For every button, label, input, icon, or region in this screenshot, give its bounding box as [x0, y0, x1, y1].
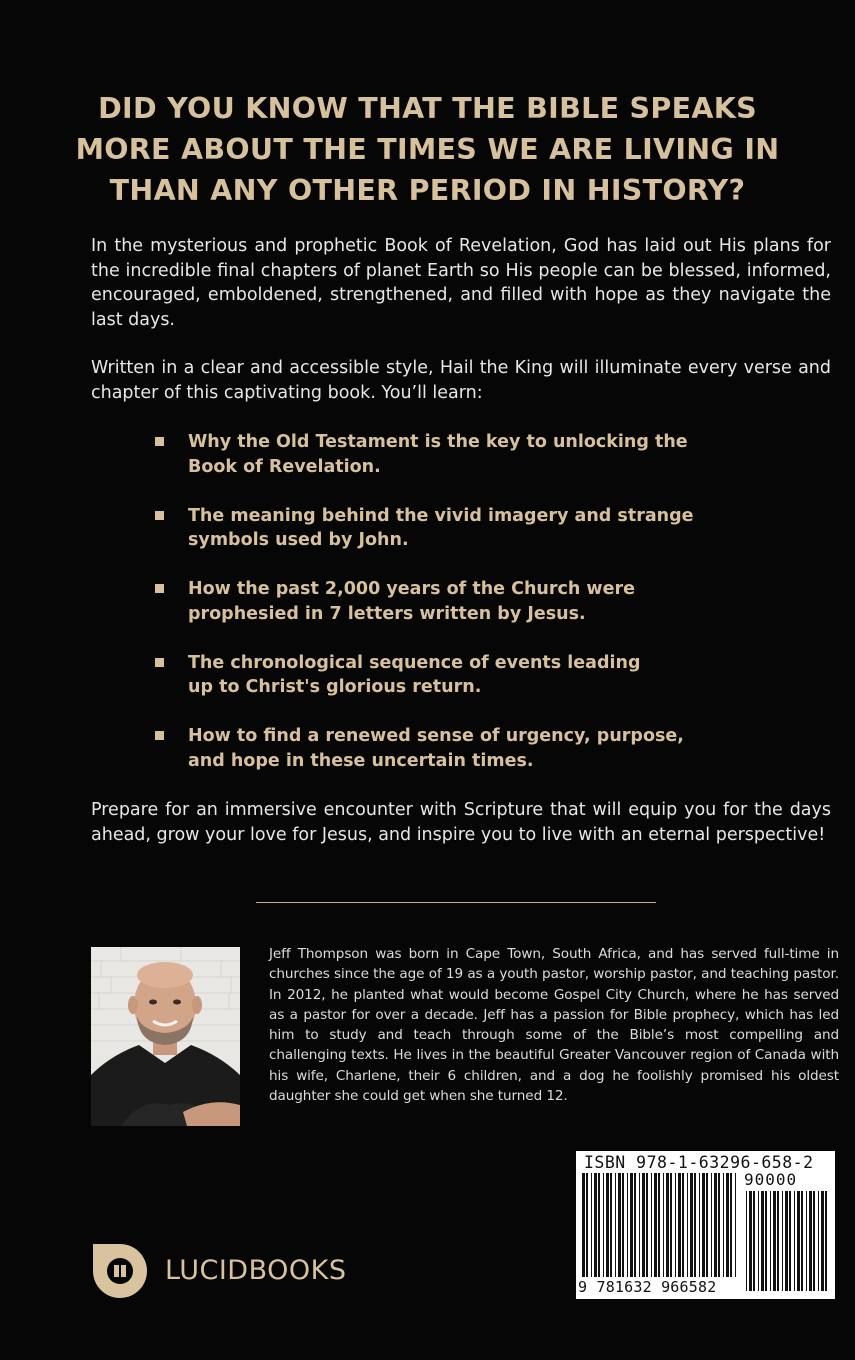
- barcode-addon-bars: [746, 1191, 827, 1291]
- barcode-bar: [730, 1173, 732, 1277]
- barcode-bar: [785, 1191, 788, 1291]
- barcode-bar: [606, 1173, 609, 1277]
- square-bullet-icon: [155, 584, 164, 593]
- publisher-logo: [91, 1242, 381, 1300]
- barcode-bar: [630, 1173, 633, 1277]
- list-item: The meaning behind the vivid imagery and strange symbols used by John.: [153, 504, 773, 553]
- headline-line-1: DID YOU KNOW THAT THE BIBLE SPEAKS: [98, 92, 757, 125]
- lead-in-paragraph: Written in a clear and accessible style, Hail the King will illuminate every verse and chapter of this captivating book. You’ll learn:: [91, 358, 831, 403]
- barcode-bar: [806, 1191, 807, 1291]
- price-code: 90000: [744, 1170, 798, 1189]
- barcode-bar: [801, 1191, 803, 1291]
- ean-digits: 9 781632 966582: [578, 1278, 717, 1296]
- barcode-bar: [794, 1191, 795, 1291]
- barcode-bar: [765, 1191, 767, 1291]
- barcode-bar: [714, 1173, 717, 1277]
- barcode-bar: [663, 1173, 664, 1277]
- square-bullet-icon: [155, 511, 164, 520]
- list-item: Why the Old Testament is the key to unlocking the Book of Revelation.: [153, 430, 773, 479]
- barcode-bar: [687, 1173, 688, 1277]
- barcode-bar: [770, 1191, 771, 1291]
- barcode-bar: [675, 1173, 676, 1277]
- learning-points-list: [153, 430, 773, 798]
- barcode-bar: [773, 1191, 776, 1291]
- barcode-bar: [702, 1173, 705, 1277]
- barcode-bar: [809, 1191, 812, 1291]
- barcode-bar: [711, 1173, 712, 1277]
- barcode-bar: [646, 1173, 648, 1277]
- barcode-bar: [634, 1173, 636, 1277]
- barcode-bar: [586, 1173, 588, 1277]
- barcode-bar: [797, 1191, 800, 1291]
- list-item: The chronological sequence of events leading up to Christ's glorious return.: [153, 651, 773, 700]
- barcode-bar: [666, 1173, 669, 1277]
- barcode-bar: [654, 1173, 657, 1277]
- square-bullet-icon: [155, 658, 164, 667]
- publisher-name: LUCIDBOOKS: [165, 1255, 347, 1286]
- isbn-barcode: [576, 1151, 835, 1299]
- headline-line-3: THAN ANY OTHER PERIOD IN HISTORY?: [109, 174, 746, 207]
- barcode-bar: [758, 1191, 759, 1291]
- barcode-bar: [694, 1173, 696, 1277]
- divider: [256, 902, 656, 903]
- barcode-bar: [726, 1173, 729, 1277]
- barcode-bar: [723, 1173, 724, 1277]
- headline-line-2: MORE ABOUT THE TIMES WE ARE LIVING IN: [75, 133, 780, 166]
- barcode-bar: [598, 1173, 600, 1277]
- barcode-bar: [825, 1191, 827, 1291]
- barcode-bar: [678, 1173, 681, 1277]
- barcode-bar: [603, 1173, 604, 1277]
- barcode-bar: [658, 1173, 660, 1277]
- closing-paragraph: Prepare for an immersive encounter with Scripture that will equip you for the days ahead, grow your love for Jesus, and inspire you to live with an eternal perspective!: [91, 800, 831, 845]
- barcode-bar: [642, 1173, 645, 1277]
- square-bullet-icon: [155, 731, 164, 740]
- barcode-bar: [746, 1191, 747, 1291]
- barcode-bar: [753, 1191, 755, 1291]
- barcode-bar: [699, 1173, 700, 1277]
- barcode-bar: [789, 1191, 791, 1291]
- list-item: How the past 2,000 years of the Church were prophesied in 7 letters written by Jesus.: [153, 577, 773, 626]
- barcode-bar: [761, 1191, 764, 1291]
- barcode-bar: [718, 1173, 720, 1277]
- headline: [60, 88, 795, 211]
- barcode-bar: [813, 1191, 815, 1291]
- author-bio: Jeff Thompson was born in Cape Town, South Africa, and has served full-time in churches since the age of 19 as a youth pastor, worship pastor, and teaching pastor. In 2012, he planted what would become Gospel City Church, where he has served as a pastor for over a decade. Jeff has a passion for Bible prophecy, which has led him to study and teach through some of the Bible’s most compelling and challenging texts. He lives in the beautiful Greater Vancouver region of Canada with his wife, Charlene, their 6 children, and a dog he foolishly promised his oldest daughter she could get when she turned 12.: [269, 946, 839, 1105]
- barcode-bar: [690, 1173, 693, 1277]
- barcode-bar: [735, 1173, 736, 1277]
- barcode-bar: [821, 1191, 824, 1291]
- barcode-bar: [782, 1191, 783, 1291]
- barcode-bar: [749, 1191, 752, 1291]
- barcode-bar: [682, 1173, 684, 1277]
- barcode-bar: [670, 1173, 672, 1277]
- barcode-bar: [818, 1191, 819, 1291]
- list-item: How to find a renewed sense of urgency, purpose, and hope in these uncertain times.: [153, 724, 773, 773]
- barcode-bar: [582, 1173, 585, 1277]
- barcode-bar: [627, 1173, 628, 1277]
- barcode-bar: [639, 1173, 640, 1277]
- barcode-bar: [610, 1173, 612, 1277]
- barcode-bar: [591, 1173, 592, 1277]
- lucidbooks-logo-icon: [91, 1242, 149, 1300]
- barcode-bar: [622, 1173, 624, 1277]
- intro-paragraph: In the mysterious and prophetic Book of Revelation, God has laid out His plans for the incredible final chapters of planet Earth so His people can be blessed, informed, encouraged, emboldened, strengthened, and filled with hope as they navigate the last days.: [91, 236, 831, 330]
- barcode-bar: [777, 1191, 779, 1291]
- barcode-bar: [706, 1173, 708, 1277]
- barcode-main-bars: [582, 1173, 736, 1277]
- author-photo: [91, 947, 240, 1126]
- barcode-bar: [594, 1173, 597, 1277]
- barcode-bar: [615, 1173, 616, 1277]
- barcode-bar: [651, 1173, 652, 1277]
- isbn-number: ISBN 978-1-63296-658-2: [584, 1153, 814, 1172]
- square-bullet-icon: [155, 437, 164, 446]
- barcode-bar: [618, 1173, 621, 1277]
